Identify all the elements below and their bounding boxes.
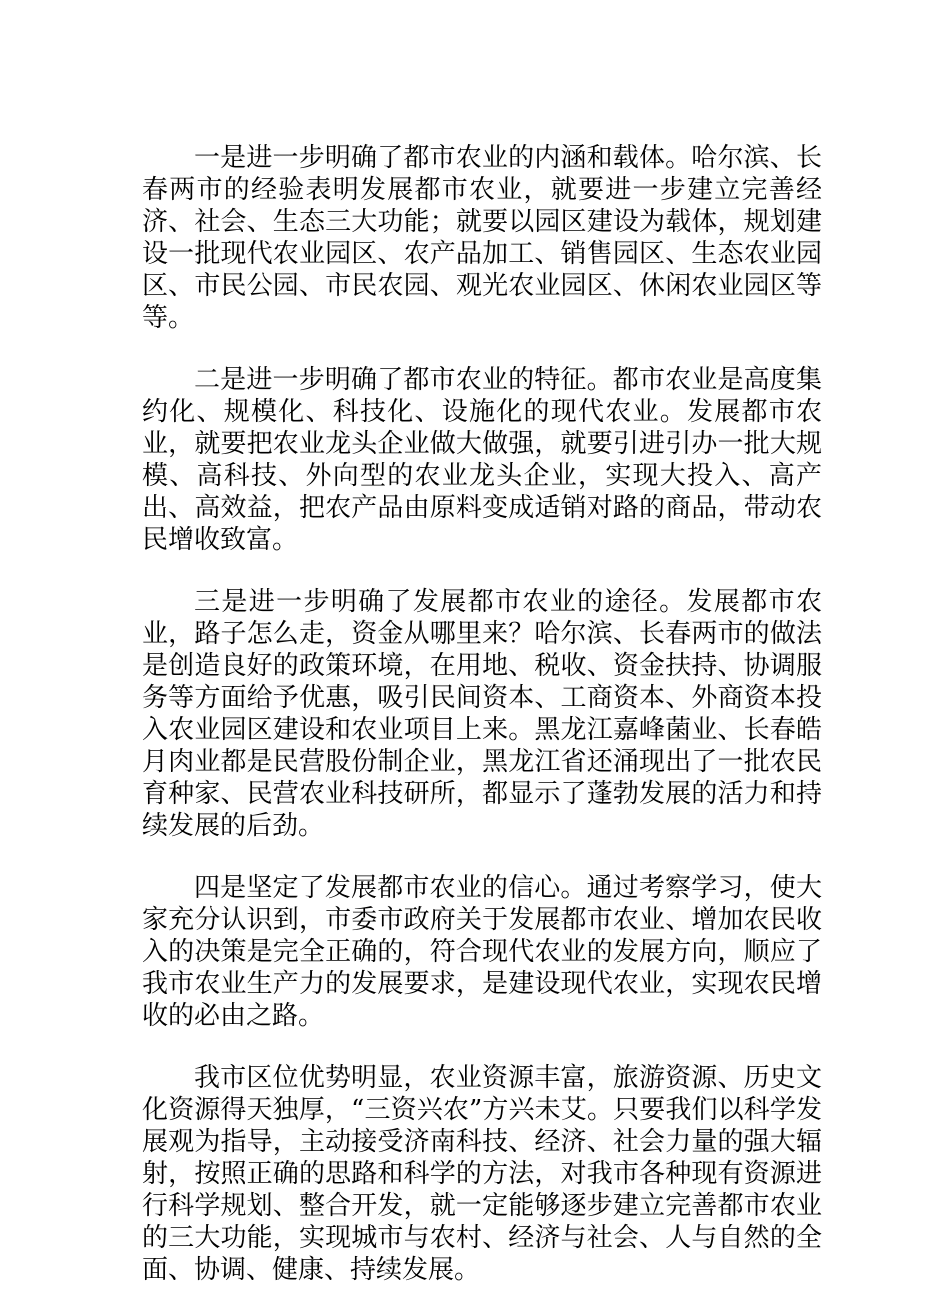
- paragraph-5: 我市区位优势明显，农业资源丰富，旅游资源、历史文化资源得天独厚，“三资兴农”方兴未艾。只要我们以科学发展观为指导，主动接受济南科技、经济、社会力量的强大辐射，按照正确的思路和科学的方法，对我市各种现有资源进行科学规划、整合开发，就一定能够逐步建立完善都市农业的三大功能，实现城市与农村、经济与社会、人与自然的全面、协调、健康、持续发展。: [142, 1063, 822, 1285]
- paragraph-4: 四是坚定了发展都市农业的信心。通过考察学习，使大家充分认识到，市委市政府关于发展都市农业、增加农民收入的决策是完全正确的，符合现代农业的发展方向，顺应了我市农业生产力的发展要求，是建设现代农业，实现农民增收的必由之路。: [142, 873, 822, 1031]
- paragraph-2: 二是进一步明确了都市农业的特征。都市农业是高度集约化、规模化、科技化、设施化的现代农业。发展都市农业，就要把农业龙头企业做大做强，就要引进引办一批大规模、高科技、外向型的农业龙头企业，实现大投入、高产出、高效益，把农产品由原料变成适销对路的商品，带动农民增收致富。: [142, 365, 822, 555]
- document-body: [142, 142, 822, 1316]
- paragraph-3: 三是进一步明确了发展都市农业的途径。发展都市农业，路子怎么走，资金从哪里来？哈尔滨、长春两市的做法是创造良好的政策环境，在用地、税收、资金扶持、协调服务等方面给予优惠，吸引民间资本、工商资本、外商资本投入农业园区建设和农业项目上来。黑龙江嘉峰菌业、长春皓月肉业都是民营股份制企业，黑龙江省还涌现出了一批农民育种家、民营农业科技研所，都显示了蓬勃发展的活力和持续发展的后劲。: [142, 587, 822, 841]
- paragraph-1: 一是进一步明确了都市农业的内涵和载体。哈尔滨、长春两市的经验表明发展都市农业，就要进一步建立完善经济、社会、生态三大功能；就要以园区建设为载体，规划建设一批现代农业园区、农产品加工、销售园区、生态农业园区、市民公园、市民农园、观光农业园区、休闲农业园区等等。: [142, 143, 822, 333]
